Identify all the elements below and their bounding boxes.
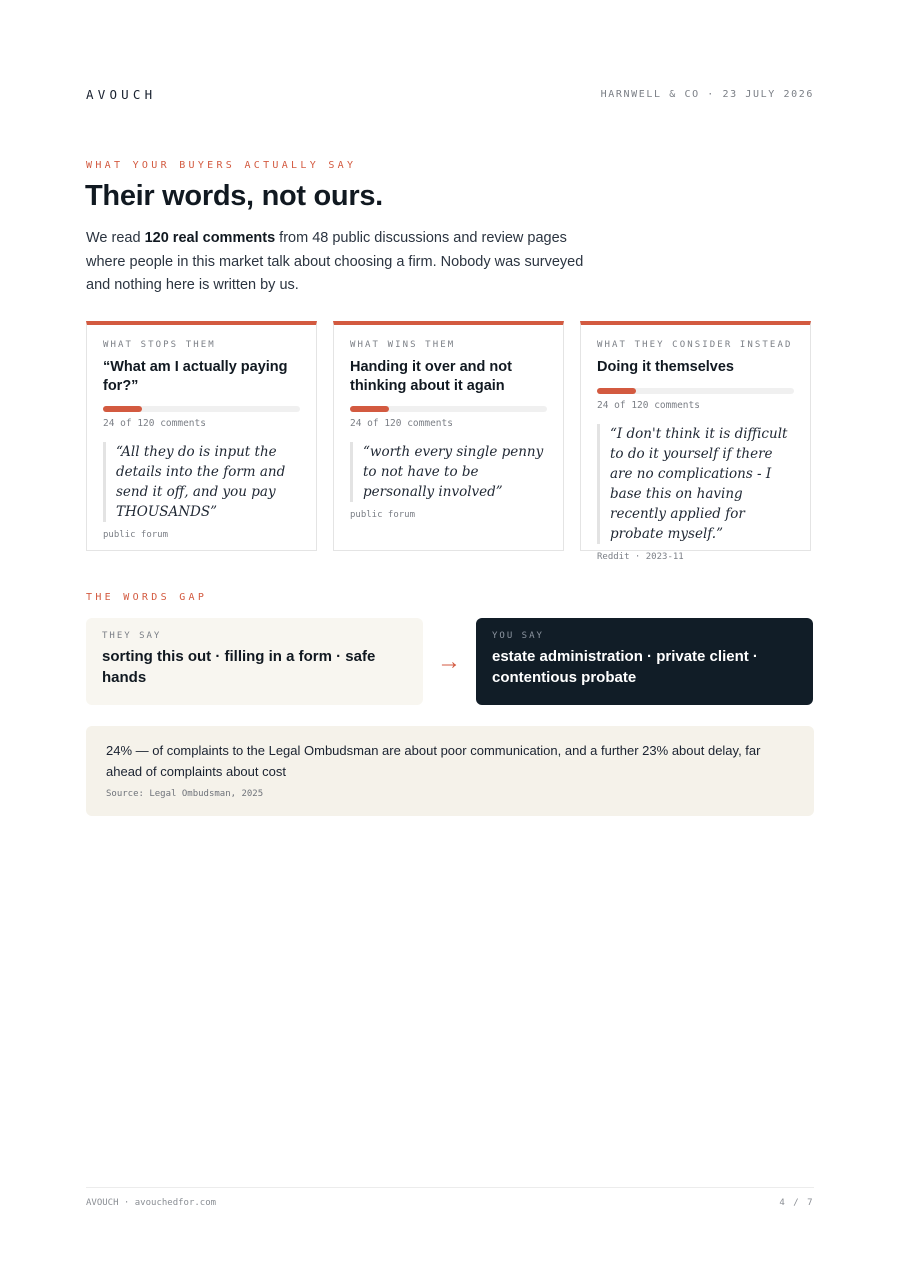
intro-text-start: We read bbox=[86, 230, 145, 246]
intro-paragraph bbox=[86, 227, 606, 298]
share-bar-fill bbox=[350, 406, 389, 412]
page-title: Their words, not ours. bbox=[85, 180, 383, 212]
quote-source: public forum bbox=[350, 510, 416, 520]
card-quote: “I don't think it is difficult to do it yourself if there are no complications - I base this on having recently applied for probate myself.” bbox=[597, 424, 794, 544]
share-bar bbox=[597, 388, 794, 394]
brand-logo: AVOUCH bbox=[86, 87, 157, 102]
insight-card-stops bbox=[86, 321, 317, 551]
stat-text: 24% — of complaints to the Legal Ombudsman are about poor communication, and a further 23% about delay, far ahead of complaints about cost bbox=[106, 743, 761, 779]
stat-callout bbox=[86, 726, 814, 816]
comment-count: 24 of 120 comments bbox=[597, 399, 700, 411]
quote-source: Reddit · 2023-11 bbox=[597, 551, 684, 562]
intro-highlight: 120 real comments bbox=[144, 230, 276, 246]
share-bar bbox=[350, 406, 547, 412]
arrow-right-icon: → bbox=[437, 648, 461, 675]
you-say-panel bbox=[476, 618, 813, 705]
you-say-label: YOU SAY bbox=[492, 631, 544, 641]
page-footer bbox=[86, 1187, 814, 1208]
they-say-panel bbox=[86, 618, 423, 705]
page-number: 4 / 7 bbox=[779, 1198, 814, 1208]
you-say-text: estate administration · private client · contentious probate bbox=[492, 648, 758, 686]
card-kicker: WHAT THEY CONSIDER INSTEAD bbox=[597, 340, 793, 350]
card-heading: “What am I actually paying for?” bbox=[103, 359, 288, 394]
they-say-label: THEY SAY bbox=[102, 631, 162, 641]
they-say-text: sorting this out · filling in a form · safe hands bbox=[102, 648, 376, 686]
comment-count: 24 of 120 comments bbox=[350, 418, 453, 429]
report-meta: HARNWELL & CO · 23 JULY 2026 bbox=[600, 89, 814, 100]
share-bar bbox=[103, 406, 300, 412]
quote-source: public forum bbox=[103, 530, 169, 540]
page-header bbox=[86, 87, 814, 107]
comment-count: 24 of 120 comments bbox=[103, 418, 206, 429]
share-bar-fill bbox=[103, 406, 142, 412]
card-kicker: WHAT WINS THEM bbox=[350, 340, 456, 350]
card-heading: Doing it themselves bbox=[597, 359, 734, 375]
insight-card-wins bbox=[333, 321, 564, 551]
card-heading: Handing it over and not thinking about it again bbox=[350, 359, 512, 394]
card-kicker: WHAT STOPS THEM bbox=[103, 340, 216, 350]
footer-brand: AVOUCH · avouchedfor.com bbox=[86, 1198, 217, 1208]
insight-card-alternative bbox=[580, 321, 811, 562]
card-quote: “worth every single penny to not have to be personally involved” bbox=[350, 442, 547, 502]
gap-kicker: THE WORDS GAP bbox=[86, 592, 208, 603]
card-quote: “All they do is input the details into the form and send it off, and you pay THOUSANDS” bbox=[103, 442, 300, 522]
intro-text-end: from 48 public discussions and review pages where people in this market talk about choosing a firm. Nobody was surveyed and nothing here is written by us. bbox=[86, 230, 584, 293]
stat-source: Source: Legal Ombudsman, 2025 bbox=[106, 789, 264, 799]
share-bar-fill bbox=[597, 388, 636, 394]
section-kicker: WHAT YOUR BUYERS ACTUALLY SAY bbox=[86, 160, 357, 171]
